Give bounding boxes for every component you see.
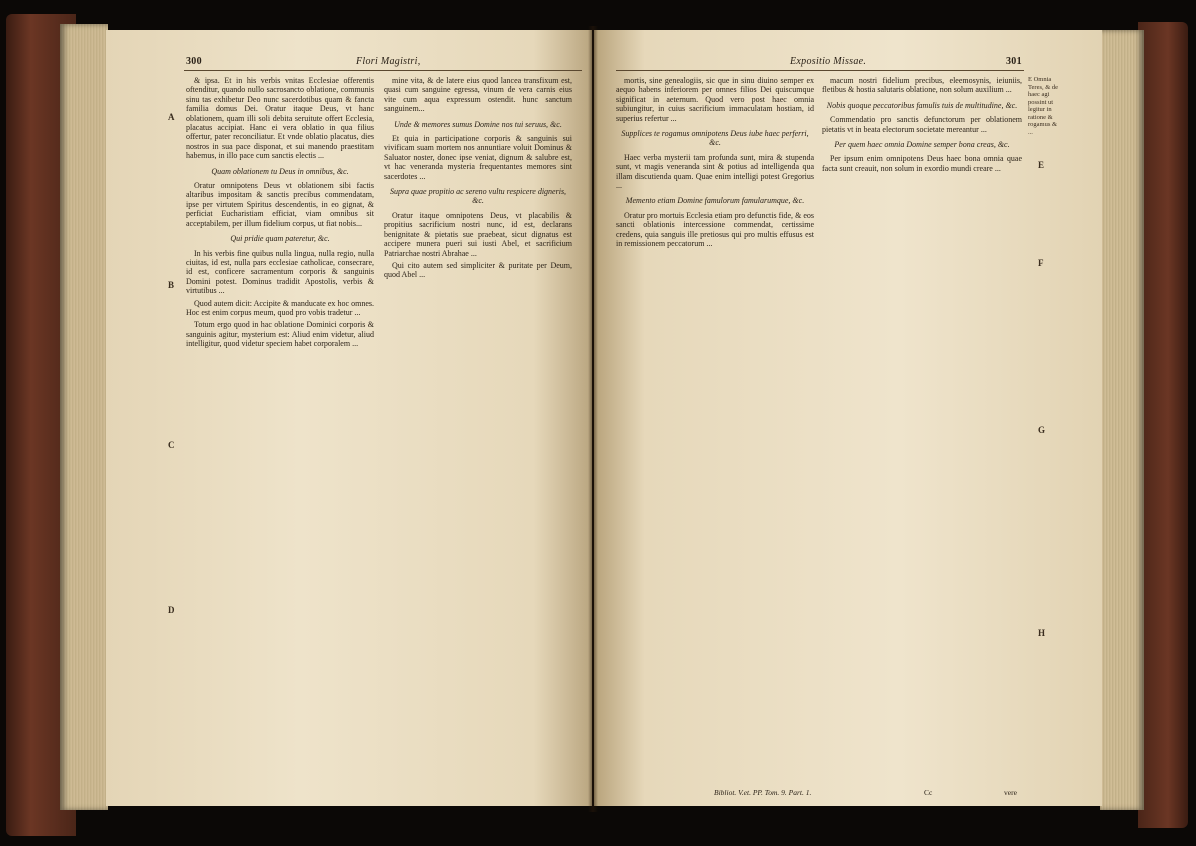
- left-running-title: Flori Magistri,: [356, 56, 421, 67]
- left-col2-paragraph: Et quia in participatione corporis & sanguinis sui vivificam suam mortem nos annuntiare voluit Dominus & Saluator noster, donec ipse veniat, dignum & salubre est, vt hac veneranda mysteria frequentantes memores sint sacerdotes ...: [384, 134, 572, 181]
- right-running-title: Expositio Missae.: [790, 56, 867, 67]
- right-marker-g: G: [1038, 425, 1046, 435]
- right-marker-h: H: [1038, 628, 1046, 638]
- left-col2-paragraph: Oratur itaque omnipotens Deus, vt placabilis & propitius sacrificium nostri nunc, id est, declarans benignitate & pietatis sue praebeat, sicut dignatus est accipere munera pueri sui iusti Abel, et sacrificium Patriarchae nostri Abrahae ...: [384, 210, 572, 258]
- catchword: vere: [1004, 788, 1017, 797]
- left-marker-c: C: [168, 440, 175, 450]
- right-column-1: [616, 76, 814, 780]
- left-col1-section-heading: Quam oblationem tu Deus in omnibus, &c.: [211, 166, 349, 176]
- left-page-number: 300: [186, 56, 202, 67]
- left-col1-paragraph: In his verbis fine quibus nulla lingua, nulla regio, nulla ciuitas, id est, nulla pars ecclesiae catholicae, consecrare, id est, conficere sacramentum corporis & sanguinis Domini potest. Dominus tradidit Apostolis, verbis & virtutibus ...: [186, 248, 374, 296]
- right-col2-section-heading: Nobis quoque peccatoribus famulis tuis de multitudine, &c.: [826, 100, 1018, 110]
- left-marker-a: A: [168, 112, 175, 122]
- right-col1-section-heading: Supplices te rogamus omnipotens Deus iube haec perferri, &c.: [621, 129, 809, 148]
- right-col2-paragraph: Per ipsum enim omnipotens Deus haec bona omnia quae facta sunt creauit, non solum in exordio mundi creare ...: [822, 154, 1022, 173]
- left-header-rule: [184, 70, 582, 71]
- signature-mark: Cc: [924, 788, 933, 797]
- right-col1-section-heading: Memento etiam Domine famulorum famularumque, &c.: [625, 196, 805, 206]
- left-col1-paragraph: & ipsa. Et in his verbis vnitas Ecclesiae offerentis oftenditur, quando nullo sacrosancto oblatione, communis sinu tas exhibetur Deo nunc sacerdotibus quam & fancta familia domus Dei. Oratur itaque Deus, vt hanc oblationem, quam illi soli debita seruitute offert Ecclesia, placatus accipiat. Hanc ei vera oblatio in qua filius offertur, pater reconciliatur. Et vnde oblatio placatus, dies nostros in sua pace disponat, et sui manendo praestitam habemus, in illo pace cum sanctis electis ...: [186, 76, 374, 161]
- left-col1-paragraph: Quod autem dicit: Accipite & manducate ex hoc omnes. Hoc est enim corpus meum, quod pro vobis tradetur ...: [186, 298, 374, 317]
- book-gutter: [588, 26, 598, 812]
- left-col2-section-heading: Unde & memores sumus Domine nos tui seruus, &c.: [394, 119, 562, 129]
- left-column-1: [186, 76, 374, 788]
- right-header-rule: [616, 70, 1024, 71]
- right-column-2: [822, 76, 1022, 780]
- right-page: [594, 30, 1102, 806]
- left-marker-b: B: [168, 280, 175, 290]
- right-margin-note: E Omnia Teres, & de haec agi possint ut legitur in ratione & rogamus & ...: [1028, 76, 1059, 136]
- left-page: [106, 30, 592, 806]
- right-marker-f: F: [1038, 258, 1044, 268]
- left-col1-paragraph: Totum ergo quod in hac oblatione Dominici corporis & sanguinis agitur, mysterium est: Aliud enim videtur, aliud intelligitur, quod videtur speciem habet corporalem ...: [186, 320, 374, 349]
- left-col2-paragraph: Qui cito autem sed simpliciter & puritate per Deum, quod Abel ...: [384, 260, 572, 280]
- right-marker-e: E: [1038, 160, 1045, 170]
- right-page-number: 301: [1006, 56, 1022, 67]
- left-col1-paragraph: Oratur omnipotens Deus vt oblationem sibi factis altaribus impositam & sanctis precibus commendatam, ipse per virtutem Spiritus descendentis, in eo gignat, & perficiat Eucharistiam efficiat, viam omnibus sit acceptabilem, per illum fidelium corpus, ut fiat nobis...: [186, 181, 374, 228]
- right-col2-paragraph: Commendatio pro sanctis defunctorum per oblationem pietatis vt in beata electorum societate mereantur ...: [822, 115, 1022, 134]
- book-cover-right: [1138, 22, 1188, 828]
- right-col2-paragraph: macum nostri fidelium precibus, eleemosynis, ieiuniis, fletibus & hostia salutaris oblatione, non solum auxilium ...: [822, 76, 1022, 95]
- left-marker-d: D: [168, 605, 175, 615]
- right-col1-paragraph: mortis, sine genealogiis, sic que in sinu diuino semper ex aequo habens inferiorem per omnes filios Dei quiscumque significat in aeternum. Quod vero post haec omnia subiungitur, in cuius sacrificium immaculatam hostiam, id superius refertur ...: [616, 76, 814, 123]
- page-edges-right: [1100, 30, 1144, 810]
- page-edges-left: [60, 24, 108, 810]
- left-column-2: [384, 76, 572, 788]
- left-col2-section-heading: Supra quae propitio ac sereno vultu respicere digneris, &c.: [389, 187, 567, 206]
- right-col2-section-heading: Per quem haec omnia Domine semper bona creas, &c.: [834, 140, 1010, 150]
- right-col1-paragraph: Oratur pro mortuis Ecclesia etiam pro defunctis fide, & eos sancti oblationis intercessione commendat, certissime credens, quia sanguis ille pretiosus qui pro multis effusus est in remissionem peccatorum ...: [616, 210, 814, 249]
- right-col1-paragraph: Haec verba mysterii tam profunda sunt, mira & stupenda sunt, vt magis veneranda sint & potius ad intelligenda qua illam discutienda quam. Quae enim intelligi potest Gregorius ...: [616, 152, 814, 191]
- left-col1-section-heading: Qui pridie quam pateretur, &c.: [230, 234, 330, 244]
- left-col2-paragraph: mine vita, & de latere eius quod lancea transfixum est, quasi cum sanguine egressa, vinum de vera carnis eius vite cum aqua expressum ostendit. hunc sanctum sanguinem...: [384, 76, 572, 114]
- footer-signature: Bibliot. V.et. PP. Tom. 9. Part. 1.: [714, 788, 812, 797]
